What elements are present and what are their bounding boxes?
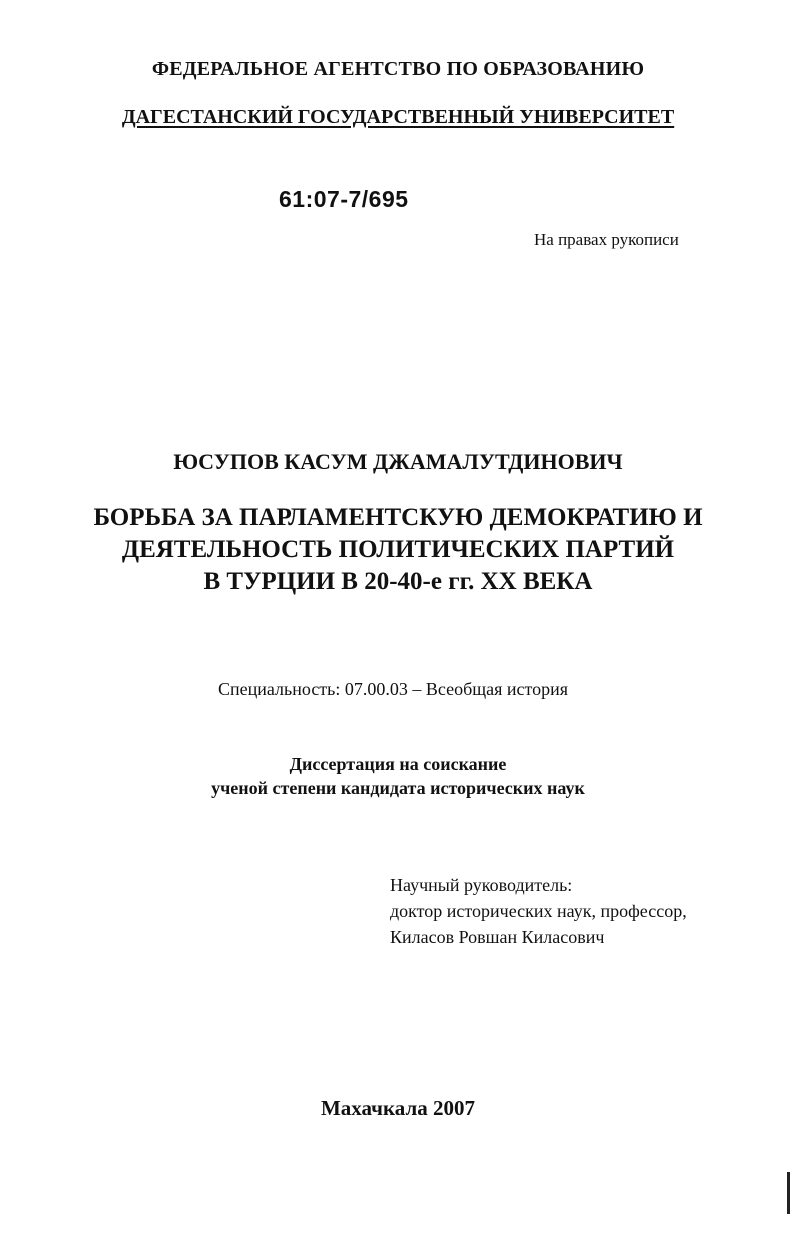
supervisor-block	[390, 872, 687, 950]
supervisor-label: Научный руководитель:	[390, 875, 573, 895]
dissertation-title	[0, 502, 796, 598]
speciality: Специальность: 07.00.03 – Всеобщая история	[218, 679, 569, 699]
city-year: Махачкала 2007	[320, 1096, 476, 1120]
title-line-3: В ТУРЦИИ В 20-40-е гг. XX ВЕКА	[203, 568, 593, 595]
agency-name: ФЕДЕРАЛЬНОЕ АГЕНТСТВО ПО ОБРАЗОВАНИЮ	[151, 58, 645, 80]
catalog-number: 61:07-7/695	[279, 186, 409, 212]
title-line-2: ДЕЯТЕЛЬНОСТЬ ПОЛИТИЧЕСКИХ ПАРТИЙ	[121, 536, 675, 563]
scan-artifact-line	[787, 1172, 790, 1214]
supervisor-name: Киласов Ровшан Киласович	[390, 927, 605, 947]
title-line-1: БОРЬБА ЗА ПАРЛАМЕНТСКУЮ ДЕМОКРАТИЮ И	[93, 504, 703, 531]
dissertation-line-1: Диссертация на соискание	[289, 754, 507, 774]
rights-note: На правах рукописи	[534, 230, 679, 249]
dissertation-degree	[0, 752, 796, 800]
university-name: ДАГЕСТАНСКИЙ ГОСУДАРСТВЕННЫЙ УНИВЕРСИТЕТ	[121, 106, 675, 128]
author-name: ЮСУПОВ КАСУМ ДЖАМАЛУТДИНОВИЧ	[173, 449, 623, 474]
supervisor-degree: доктор исторических наук, профессор,	[390, 901, 687, 921]
dissertation-line-2: ученой степени кандидата исторических наук	[211, 778, 585, 798]
